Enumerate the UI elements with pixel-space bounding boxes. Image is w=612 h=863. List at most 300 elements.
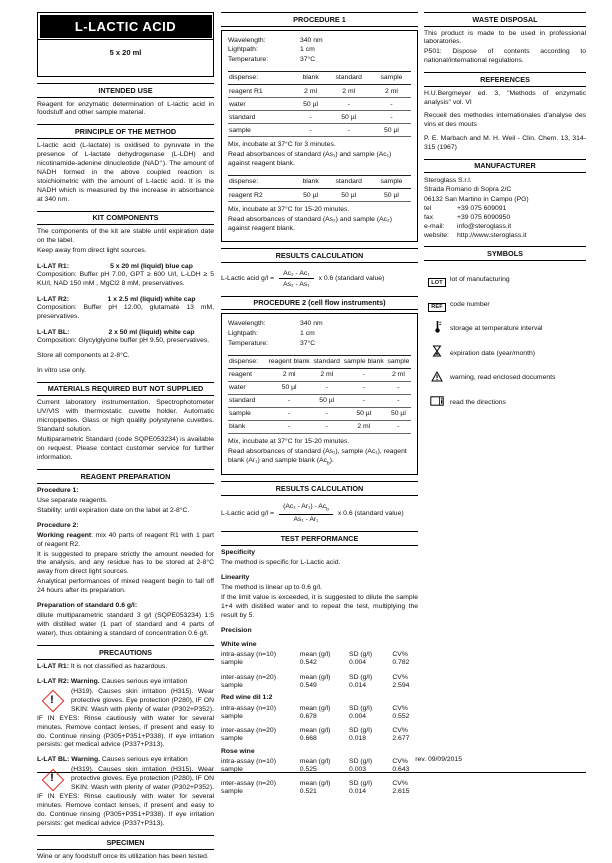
param-value: 340 nm (300, 36, 323, 44)
table-cell: - (342, 368, 386, 381)
paragraph: P501: Dispose of contents according to national/international regulations. (424, 48, 586, 65)
section-materials (37, 382, 214, 463)
table-cell: standard (228, 111, 296, 124)
paragraph: The components of the kit are stable until expiration date on the label. (37, 228, 214, 245)
table-cell: water (228, 381, 266, 394)
paragraph: The method is specific for L-Lactic acid. (221, 558, 341, 566)
table-cell: sample (372, 176, 411, 189)
section-specimen (37, 835, 214, 861)
table-cell: 0.003 (349, 765, 367, 773)
product-title: L-LACTIC ACID (40, 15, 212, 38)
table-cell: reagent blank (266, 355, 311, 368)
subsection-title: Linearity (221, 573, 250, 581)
param-value: 1 cm (300, 46, 315, 54)
manufacturer-name: Steroglass S.r.l. (424, 177, 472, 185)
table-cell: sample (221, 765, 243, 773)
mix-note: Mix, incubate at 37°C for 15-20 minutes. (228, 437, 350, 445)
table-row (228, 394, 411, 407)
ref-icon: REF (428, 303, 446, 312)
table-cell: 0.643 (392, 765, 410, 773)
in-vitro-note: In vitro use only. (37, 366, 86, 374)
table-cell: 0.521 (299, 788, 317, 796)
component-composition: Composition: Buffer pH 7.00, GPT ≥ 600 U/l, L-LDH ≥ 5 KU/l, NAD 150 mM , MgCl2 8 mM, preservatives. (37, 271, 214, 288)
formula-prefix: L-Lactic acid g/l = (221, 275, 275, 283)
table-cell: - (342, 381, 386, 394)
table-cell: sample (228, 124, 296, 137)
section-heading: TEST PERFORMANCE (221, 531, 418, 546)
table-cell: CV% (392, 757, 408, 765)
ghs-exclamation-icon (40, 689, 64, 713)
table-cell: 50 µl (386, 407, 411, 420)
section-heading: REFERENCES (424, 72, 586, 87)
hazard-body (37, 766, 214, 829)
section-heading: SYMBOLS (424, 246, 586, 261)
procedure2-box (221, 313, 418, 475)
bold-lead: L-LAT BL: Warning. (37, 756, 101, 764)
paragraph: The method is linear up to 0.6 g/l. (221, 583, 322, 591)
table-cell: 50 µl (372, 124, 411, 137)
table-cell: 0.542 (299, 659, 317, 667)
subsection-title: Precision (221, 626, 252, 634)
param-row (228, 329, 411, 339)
section-heading: RESULTS CALCULATION (221, 481, 418, 496)
read-note (228, 448, 411, 468)
section-reagent-preparation (37, 469, 214, 639)
table-cell: 2 ml (325, 85, 371, 98)
hazard-text: (H319). Causes skin irritation (H315). Wear protective gloves. Eye protection (P280), IF ON SKIN: Wash with plenty of water (P302+P352). IF IN EYES: Rinse cautiously with water for several minutes. Remove contact lenses, if present and easy to do. Continue rinsing (P305+P351+P338). If eye irritation persists: get medical advice (P337+P313). (37, 687, 214, 749)
table-row (228, 420, 411, 433)
table-cell: reagent R2 (228, 189, 296, 202)
table-row (221, 704, 418, 712)
paragraph: Stability: until expiration date on the label at 2-8°C. (37, 506, 190, 514)
section-heading: SPECIMEN (37, 835, 214, 850)
table-row (228, 368, 411, 381)
paragraph: Multiparametric Standard (code SQPE053234) is available on request. Please contact customer service for further information. (37, 436, 214, 462)
warning-triangle-icon (424, 369, 450, 387)
table-cell: - (325, 124, 371, 137)
right-column (424, 12, 586, 418)
paragraph: Analytical performances of mixed reagent begin to fall off 24 hours after its preparation. (37, 578, 214, 595)
precision-table (221, 651, 418, 690)
table-cell: 2 ml (266, 368, 311, 381)
table-cell: 50 µl (312, 394, 342, 407)
table-cell: sample (221, 712, 243, 720)
section-precautions (37, 645, 214, 829)
param-label: Lightpath: (228, 330, 258, 337)
paragraph: Current laboratory instrumentation. Spectrophotometer UV/VIS with thermostatic cuvette holder. Automatic micropipettes. Glass or high quality polystyrene cuvettes. Standard solution. (37, 399, 214, 434)
symbols-list (424, 271, 586, 412)
param-value: 37°C (300, 56, 316, 64)
text: Causes serious eye irritation (99, 677, 188, 685)
reference-item: P. E. Marbach and M. H. Weil - Clin. Chem. 13, 314-315 (1967) (424, 134, 586, 151)
procedure2-dispense-table (228, 355, 411, 434)
kit-component (37, 329, 214, 346)
table-row (228, 124, 411, 137)
middle-column (221, 12, 418, 796)
table-row (228, 85, 411, 98)
table-cell: sample (386, 355, 411, 368)
table-row (221, 651, 418, 659)
left-column (37, 12, 214, 863)
table-cell: sample (221, 659, 243, 667)
param-row (228, 339, 411, 349)
table-cell: inter-assay (n=20) (221, 727, 276, 735)
table-cell: blank (296, 176, 326, 189)
email-address: info@steroglass.it (457, 223, 512, 231)
table-cell: reagent R1 (228, 85, 296, 98)
contact-label: tel (424, 204, 432, 212)
section-intended-use (37, 83, 214, 118)
component-format: 1 x 2.5 ml (liquid) white cap (107, 296, 196, 304)
read-directions-icon (424, 393, 450, 411)
symbol-label: lot of manufacturing (450, 276, 510, 284)
table-row (228, 189, 411, 202)
table-cell: - (325, 98, 371, 111)
contact-row (424, 231, 586, 240)
mix-note: Mix, incubate at 37°C for 3 minutes. (228, 141, 336, 149)
table-cell: water (228, 98, 296, 111)
section-heading: INTENDED USE (37, 83, 214, 98)
table-cell: intra-assay (n=10) (221, 651, 276, 659)
table-cell: mean (g/l) (299, 651, 331, 659)
read-note: Read absorbances of standard (As₂) and sample (Ac₂) against reagent blank. (228, 216, 392, 233)
table-cell: CV% (392, 780, 408, 788)
table-cell: inter-assay (n=20) (221, 780, 276, 788)
table-cell: 50 µl (296, 189, 326, 202)
contact-label: e-mail: (424, 223, 445, 231)
formula-suffix: x 0.6 (standard value) (337, 509, 404, 517)
table-cell: intra-assay (n=10) (221, 704, 276, 712)
table-cell: blank (296, 72, 326, 85)
wine-type: Rose wine (221, 747, 255, 755)
paragraph: L-lactic acid (L-lactate) is oxidised to pyruvate in the presence of L-lactate dehydrogenase (L-LDH) and nicotinamide-adenine dinucleotide (NAD⁺). The amount of NADH formed in the above coupled reaction is stoichiometric with the amount of L-lactic acid. It is the NADH which is measured by the increase in absorbance at 340 nm. (37, 141, 214, 203)
numerator: Ac₂ - Ac₁ (279, 270, 313, 280)
symbol-row (424, 320, 586, 338)
param-label: Temperature: (228, 56, 269, 64)
table-row (228, 176, 411, 189)
table-cell: 0.525 (299, 765, 317, 773)
paragraph: Use separate reagents. (37, 496, 108, 504)
procedure1-box (221, 30, 418, 243)
table-cell: 2.615 (392, 788, 410, 796)
subsection-title: Specificity (221, 548, 255, 556)
section-heading: KIT COMPONENTS (37, 211, 214, 226)
kit-component (37, 296, 214, 322)
contact-row (424, 213, 586, 222)
table-row (228, 355, 411, 368)
precision-block-red-wine (221, 694, 418, 742)
hazard-body (37, 688, 214, 751)
subsection-title: Procedure 1: (37, 486, 79, 494)
section-principle (37, 124, 214, 204)
formula-suffix: x 0.6 (standard value) (318, 275, 385, 283)
table-cell: 2 ml (296, 85, 326, 98)
procedure1-dispense-table (228, 71, 411, 137)
param-row (228, 55, 411, 65)
table-cell: CV% (392, 727, 408, 735)
table-cell: SD (g/l) (349, 780, 373, 788)
lot-icon: LOT (428, 278, 446, 287)
contact-label: fax (424, 213, 434, 221)
symbol-row (424, 369, 586, 387)
table-cell: 0.668 (299, 735, 317, 743)
section-kit-components (37, 211, 214, 376)
table-cell: SD (g/l) (349, 651, 373, 659)
table-cell: SD (g/l) (349, 727, 373, 735)
symbol-label: warning, read enclosed documents (450, 374, 556, 382)
paragraph: It is suggested to prepare strictly the amount needed for the analysis, and any residue has to be stored at 2-8°C away from direct light sources. (37, 550, 214, 576)
symbol-label: read the directions (450, 398, 506, 406)
paragraph (37, 532, 214, 550)
hazard-block-r2 (37, 678, 214, 751)
section-heading: PROCEDURE 2 (cell flow instruments) (221, 296, 418, 311)
param-row (228, 319, 411, 329)
table-cell: 50 µl (342, 407, 386, 420)
numerator (279, 503, 333, 515)
table-cell: 2 ml (372, 85, 411, 98)
table-cell: - (372, 111, 411, 124)
table-cell: sample (221, 788, 243, 796)
text: : mix 40 parts of reagent R1 with 1 part of reagent R2. (37, 531, 214, 548)
contact-row (424, 222, 586, 231)
hazard-text: (H319). Causes skin irritation (H315). Wear protective gloves. Eye protection (P280), IF ON SKIN: Wash with plenty of water (P302+P352). IF IN EYES: Rinse cautiously with water for several minutes. Remove contact lenses, if present and easy to do. Continue rinsing (P305+P351+P338). If eye irritation persists: get medical advice (P337+P313). (37, 766, 214, 828)
hourglass-icon (424, 344, 450, 362)
thermometer-icon (424, 320, 450, 338)
table-cell: 50 µl (325, 189, 371, 202)
table-cell: sample (221, 735, 243, 743)
table-cell: dispense: (228, 355, 266, 368)
bold-lead: L-LAT R1: (37, 662, 69, 670)
fraction (279, 503, 333, 523)
reference-item: Recueil des methodes internationales d'analyse des vins et des mouts (424, 112, 586, 129)
table-cell: 0.004 (349, 712, 367, 720)
kit-component (37, 263, 214, 289)
table-cell: SD (g/l) (349, 673, 373, 681)
component-format: 5 x 20 ml (liquid) blue cap (110, 263, 193, 271)
phone-number: +39 075 609091 (457, 204, 507, 212)
table-cell: standard (325, 72, 371, 85)
table-row (228, 98, 411, 111)
symbol-row (424, 393, 586, 411)
paragraph (37, 663, 214, 672)
pack-size-box (37, 40, 214, 77)
symbol-label: code number (450, 300, 490, 308)
table-cell: - (386, 381, 411, 394)
ghs-mark: ! (50, 693, 54, 706)
table-cell: 2 ml (342, 420, 386, 433)
denominator: As₂ - As₁ (283, 280, 310, 288)
section-heading: PROCEDURE 1 (221, 12, 418, 27)
table-cell: SD (g/l) (349, 704, 373, 712)
table-cell: mean (g/l) (299, 780, 331, 788)
param-value: 37°C (300, 339, 316, 347)
symbol-row (424, 295, 586, 313)
table-cell: blank (228, 420, 266, 433)
table-row (221, 659, 418, 667)
param-value: 340 nm (300, 320, 323, 328)
table-cell: sample blank (342, 355, 386, 368)
table-cell: 0.552 (392, 712, 410, 720)
table-cell: standard (325, 176, 371, 189)
table-cell: - (266, 394, 311, 407)
param-label: Wavelength: (228, 320, 266, 328)
table-row (221, 681, 418, 689)
subscript: b (326, 507, 329, 513)
paragraph: dilute multiparametric standard 3 g/l (SQPE053234) 1:5 with distilled water (1 part of standard and 4 parts of water), thus obtaining a standard of concentration 0.6 g/l. (37, 612, 214, 638)
table-cell: 0.018 (349, 735, 367, 743)
table-cell: CV% (392, 673, 408, 681)
table-cell: standard (312, 355, 342, 368)
results-formula-1 (221, 270, 418, 288)
table-cell: sample (221, 681, 243, 689)
table-cell: - (266, 420, 311, 433)
table-cell: mean (g/l) (299, 704, 331, 712)
precision-block-white-wine (221, 641, 418, 689)
table-cell: - (342, 394, 386, 407)
bold-lead: Working reagent (37, 531, 92, 539)
table-cell: CV% (392, 704, 408, 712)
param-row (228, 45, 411, 55)
text: ). (329, 456, 334, 464)
symbol-row (424, 271, 586, 289)
table-cell: 0.014 (349, 681, 367, 689)
hazard-title (37, 678, 214, 687)
param-label: Wavelength: (228, 36, 266, 44)
table-cell: inter-assay (n=20) (221, 673, 276, 681)
paragraph: This product is made to be used in professional laboratories. (424, 29, 586, 46)
ghs-mark: ! (50, 772, 54, 785)
table-cell: 50 µl (372, 189, 411, 202)
paragraph: Keep away from direct light sources. (37, 247, 147, 255)
component-composition: Composition: Buffer pH 12.00, glutamate 13 mM, preservatives. (37, 304, 214, 321)
component-name: L-LAT R2: (37, 296, 69, 304)
table-row (221, 735, 418, 743)
table-cell: - (266, 407, 311, 420)
param-row (228, 36, 411, 46)
fraction (279, 270, 313, 288)
read-note: Read absorbances of standard (As₁) and sample (Ac₁) against reagent blank. (228, 151, 392, 168)
text: It is not classified as hazardous. (68, 662, 168, 670)
table-cell: mean (g/l) (299, 757, 331, 765)
table-cell: 2.677 (392, 735, 410, 743)
component-format: 2 x 50 ml (liquid) white cap (108, 329, 195, 336)
symbol-row (424, 344, 586, 362)
subsection-title: Procedure 2: (37, 521, 79, 529)
table-cell: dispense: (228, 176, 296, 189)
denominator: As₁ - Ar₁ (293, 516, 319, 524)
table-cell: 2 ml (312, 368, 342, 381)
table-cell: 0.678 (299, 712, 317, 720)
subscript: b (327, 461, 330, 467)
paragraph: If the limit value is exceeded, it is suggested to dilute the sample 1+4 with distilled water and to repeat the test, multiplying the result by 5. (221, 593, 418, 619)
table-cell: dispense: (228, 72, 296, 85)
text: (Ac₁ - Ar₁) - Ac (283, 502, 327, 510)
revision-date: rev. 09/09/2015 (415, 756, 462, 763)
table-row (221, 773, 418, 788)
website-url: http://www.steroglass.it (457, 232, 527, 240)
table-row (228, 407, 411, 420)
table-cell: mean (g/l) (299, 673, 331, 681)
manufacturer-address: Strada Romano di Sopra 2/C (424, 186, 512, 194)
product-title-box (37, 12, 214, 40)
table-cell: 2 ml (386, 368, 411, 381)
section-heading: PRINCIPLE OF THE METHOD (37, 124, 214, 139)
table-cell: intra-assay (n=10) (221, 757, 276, 765)
section-heading: PRECAUTIONS (37, 645, 214, 660)
table-row (221, 667, 418, 682)
table-cell: sample (228, 407, 266, 420)
table-cell: - (372, 98, 411, 111)
reference-item: H.U.Bergmeyer ed. 3, "Methods of enzymatic analysis" vol. VI (424, 89, 586, 106)
contact-row (424, 204, 586, 213)
table-cell: standard (228, 394, 266, 407)
table-cell: sample (372, 72, 411, 85)
section-heading: REAGENT PREPARATION (37, 469, 214, 484)
section-heading: WASTE DISPOSAL (424, 12, 586, 27)
table-row (221, 712, 418, 720)
pack-size: 5 x 20 ml (109, 48, 142, 57)
table-cell: - (312, 381, 342, 394)
table-cell: - (296, 111, 326, 124)
table-cell: - (312, 420, 342, 433)
storage-note: Store all components at 2-8°C. (37, 351, 130, 359)
param-label: Lightpath: (228, 46, 258, 54)
mix-note: Mix, incubate at 37°C for 15-20 minutes. (228, 206, 350, 214)
param-label: Temperature: (228, 339, 269, 347)
section-heading: MANUFACTURER (424, 159, 586, 174)
page-footer (37, 756, 586, 773)
table-row (221, 720, 418, 735)
paragraph: Wine or any foodstuff once its utilization has been tested. (37, 852, 209, 860)
table-cell: mean (g/l) (299, 727, 331, 735)
text: Read absorbances of standard (As₁), sample (Ac₁), reagent blank (Ar₁) and sample blank (Ac (228, 447, 407, 464)
table-cell: - (312, 407, 342, 420)
wine-type: Red wine dil 1:2 (221, 694, 273, 702)
component-composition: Composition: Glycylglycine buffer pH 9.50, preservatives. (37, 337, 210, 344)
table-cell: 50 µl (296, 98, 326, 111)
table-cell: 50 µl (325, 111, 371, 124)
table-cell: 0.014 (349, 788, 367, 796)
subsection-title: Preparation of standard 0.6 g/l: (37, 602, 138, 610)
table-cell: - (386, 420, 411, 433)
symbol-label: expiration date (year/month) (450, 349, 536, 357)
table-row (228, 381, 411, 394)
results-formula-2 (221, 503, 418, 523)
table-cell: CV% (392, 651, 408, 659)
section-heading: MATERIALS REQUIRED BUT NOT SUPPLIED (37, 382, 214, 397)
table-cell: 0.004 (349, 659, 367, 667)
section-heading: RESULTS CALCULATION (221, 248, 418, 263)
table-cell: - (296, 124, 326, 137)
symbol-label: storage at temperature interval (450, 325, 543, 333)
table-cell: - (386, 394, 411, 407)
bold-lead: L-LAT R2: Warning. (37, 677, 100, 685)
formula-prefix: L-Lactic acid g/l = (221, 509, 275, 517)
table-cell: SD (g/l) (349, 757, 373, 765)
procedure1-reagent2-table (228, 175, 411, 202)
table-cell: reagent (228, 368, 266, 381)
wine-type: White wine (221, 640, 257, 648)
param-value: 1 cm (300, 330, 315, 337)
table-row (228, 111, 411, 124)
precision-table (221, 704, 418, 743)
component-name: L-LAT R1: (37, 263, 69, 271)
table-cell: 0.549 (299, 681, 317, 689)
contact-label: website: (424, 232, 449, 240)
table-cell: 50 µl (266, 381, 311, 394)
manufacturer-city: 06132 San Martino in Campo (PG) (424, 195, 529, 203)
table-cell: 2.594 (392, 681, 410, 689)
